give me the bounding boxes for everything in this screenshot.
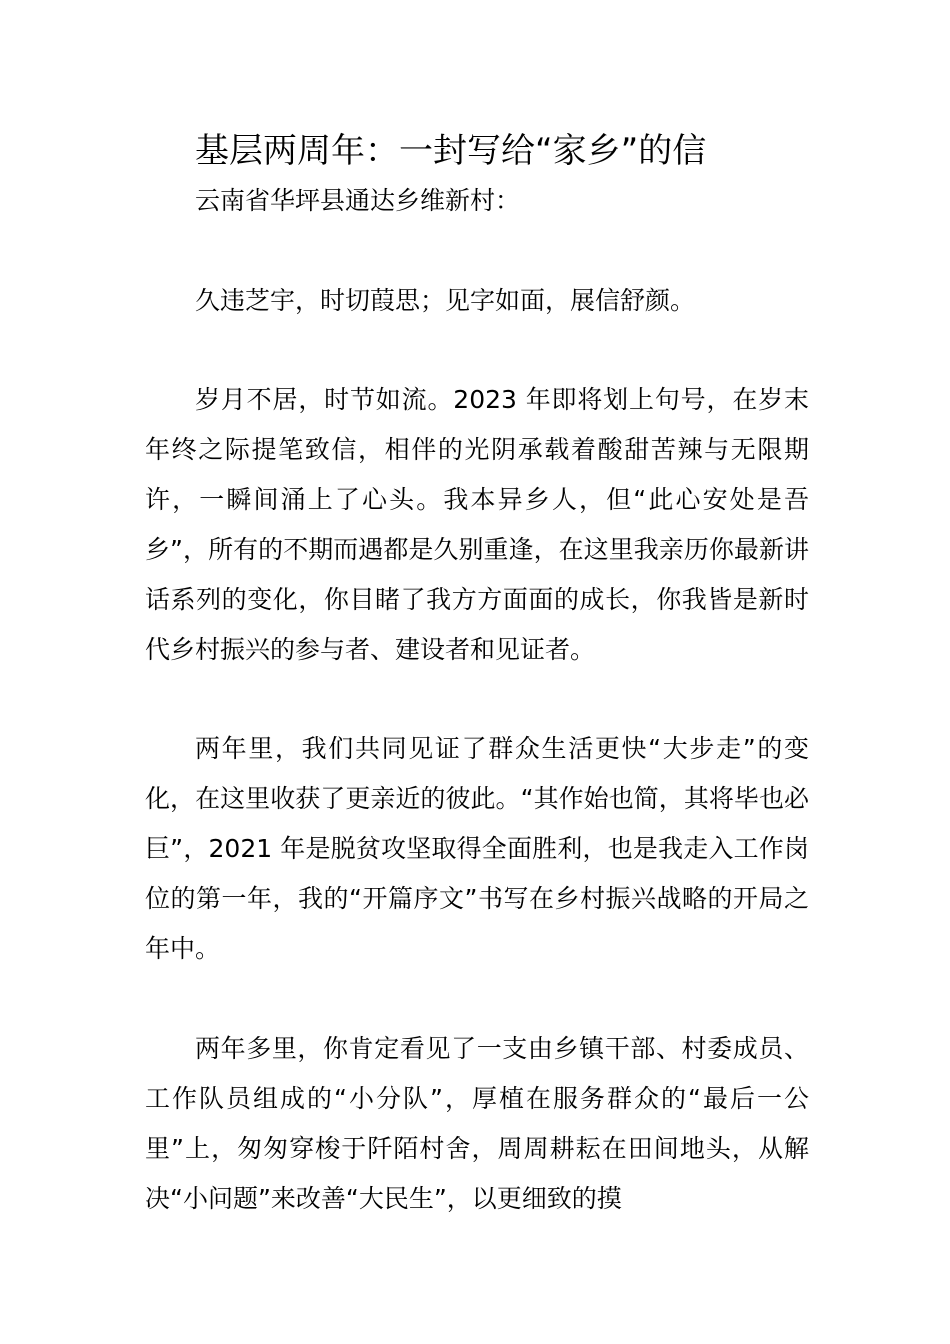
letter-greeting: 云南省华坪县通达乡维新村： xyxy=(195,186,521,215)
paragraph-3: 两年里，我们共同见证了群众生活更快“大步走”的变化，在这里收获了更亲近的彼此。“其作始也简，其将毕也必巨”，2021 年是脱贫攻坚取得全面胜利，也是我走入工作岗位的第一年，我的“开篇序文”书写在乡村振兴战略的开局之年中。 xyxy=(145,734,809,963)
paragraph-1: 久违芝宇，时切葭思；见字如面，展信舒颜。 xyxy=(195,286,696,315)
paragraph-2: 岁月不居，时节如流。2023 年即将划上句号，在岁末年终之际提笔致信，相伴的光阴承载着酸甜苦辣与无限期许，一瞬间涌上了心头。我本异乡人，但“此心安处是吾乡”，所有的不期而遇都是久别重逢，在这里我亲历你最新讲话系列的变化，你目睹了我方方面面的成长，你我皆是新时代乡村振兴的参与者、建设者和见证者。 xyxy=(145,385,809,664)
page-title: 基层两周年：一封写给“家乡”的信 xyxy=(195,131,707,171)
paragraph-4: 两年多里，你肯定看见了一支由乡镇干部、村委成员、工作队员组成的“小分队”，厚植在服务群众的“最后一公里”上，匆匆穿梭于阡陌村舍，周周耕耘在田间地头，从解决“小问题”来改善“大民生”，以更细致的摸 xyxy=(145,1034,809,1213)
